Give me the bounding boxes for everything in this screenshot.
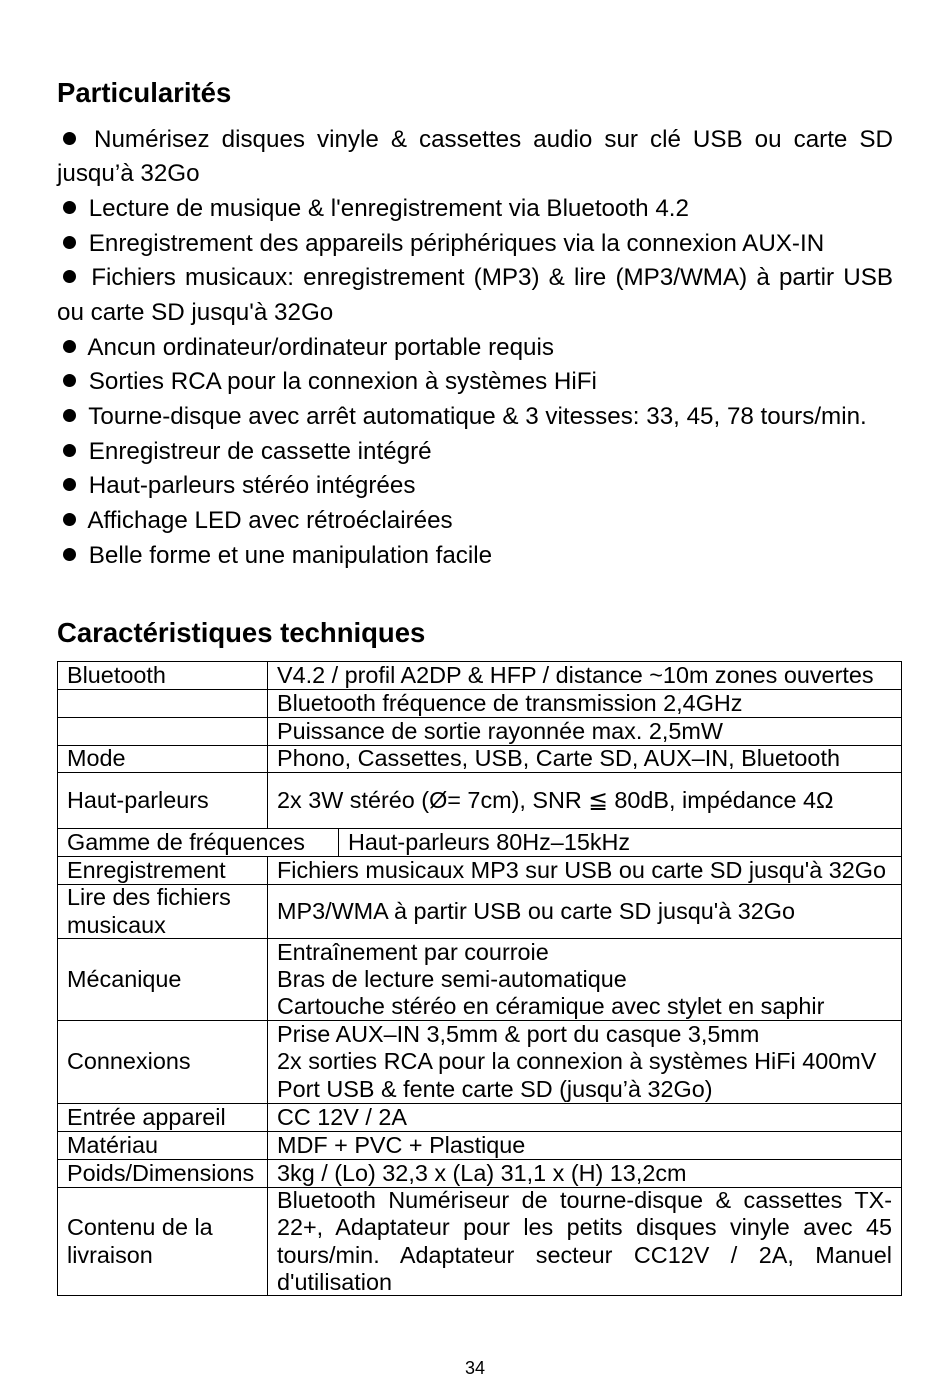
- spec-value-cell: [268, 718, 901, 745]
- spec-row-material: [58, 1132, 901, 1160]
- spec-value: 2x 3W stéréo (Ø= 7cm), SNR ≦ 80dB, impédance 4Ω: [277, 786, 834, 813]
- features-list: [57, 123, 893, 574]
- feature-text: Belle forme et une manipulation facile: [88, 541, 493, 569]
- feature-text: Enregistreur de cassette intégré: [88, 437, 432, 465]
- bullet-dot-icon: [63, 409, 76, 422]
- spec-value-cell: [268, 1188, 901, 1295]
- spec-value-line: Cartouche stéréo en céramique avec stylet en saphir: [277, 993, 825, 1020]
- spec-row-speakers: [58, 773, 901, 829]
- spec-value-cell: [268, 1132, 901, 1159]
- spec-label: Enregistrement: [67, 856, 226, 883]
- spec-label: Connexions: [67, 1048, 191, 1075]
- spec-value: Fichiers musicaux MP3 sur USB ou carte SD jusqu'à 32Go: [277, 856, 886, 883]
- spec-label-cell: [58, 773, 268, 828]
- spec-value-cell: [339, 829, 901, 856]
- spec-value: Bluetooth Numériseur de tourne-disque & cassettes TX-22+, Adaptateur pour les petits disques vinyle avec 45 tours/min. Adaptateur secteur CC12V / 2A, Manuel d'utilisation: [277, 1187, 892, 1295]
- spec-label-cell: [58, 1188, 268, 1295]
- feature-item: [57, 539, 893, 574]
- feature-item: [57, 261, 893, 330]
- feature-item: [57, 469, 893, 504]
- spec-value: 3kg / (Lo) 32,3 x (La) 31,1 x (H) 13,2cm: [277, 1159, 687, 1186]
- spec-label: Bluetooth: [67, 661, 166, 688]
- spec-label: Gamme de fréquences: [67, 828, 305, 855]
- spec-value: MP3/WMA à partir USB ou carte SD jusqu'à 32Go: [277, 897, 795, 924]
- bullet-dot-icon: [63, 132, 76, 145]
- spec-value-cell: [268, 690, 901, 717]
- spec-label: Poids/Dimensions: [67, 1159, 255, 1186]
- bullet-dot-icon: [63, 548, 76, 561]
- spec-row-connections: [58, 1021, 901, 1104]
- feature-item: [57, 504, 893, 539]
- spec-label-cell: [58, 1104, 268, 1131]
- spec-value-line: Port USB & fente carte SD (jusqu’à 32Go): [277, 1075, 713, 1102]
- spec-value-line: 2x sorties RCA pour la connexion à systèmes HiFi 400mV: [277, 1048, 877, 1075]
- features-heading: Particularités: [57, 77, 232, 108]
- spec-row-bluetooth: [58, 662, 901, 690]
- spec-value: Phono, Cassettes, USB, Carte SD, AUX–IN, Bluetooth: [277, 745, 840, 772]
- spec-value-cell: [268, 1104, 901, 1131]
- spec-row-package-contents: [58, 1188, 901, 1296]
- feature-text: Lecture de musique & l'enregistrement via Bluetooth 4.2: [88, 195, 689, 223]
- spec-label-cell: [58, 1021, 268, 1103]
- spec-label-cell: [58, 829, 339, 856]
- spec-label-cell-empty: [58, 690, 268, 717]
- spec-value-line: Entraînement par courroie: [277, 938, 549, 965]
- bullet-dot-icon: [63, 478, 76, 491]
- spec-value-cell: [268, 939, 901, 1020]
- spec-value-line: Prise AUX–IN 3,5mm & port du casque 3,5mm: [277, 1021, 760, 1048]
- feature-text: Ancun ordinateur/ordinateur portable requis: [87, 333, 554, 361]
- feature-text: Enregistrement des appareils périphériques via la connexion AUX-IN: [88, 229, 825, 257]
- spec-label-cell: [58, 1132, 268, 1159]
- feature-text: Affichage LED avec rétroéclairées: [87, 507, 453, 535]
- spec-label: Lire des fichiers musicaux: [67, 884, 231, 938]
- spec-value-cell: [268, 1160, 901, 1187]
- spec-row-recording: [58, 857, 901, 885]
- spec-label-cell-empty: [58, 718, 268, 745]
- specs-heading: Caractéristiques techniques: [57, 617, 426, 648]
- spec-value: Haut-parleurs 80Hz–15kHz: [348, 828, 631, 855]
- spec-value: Puissance de sortie rayonnée max. 2,5mW: [277, 717, 723, 744]
- spec-label-cell: [58, 662, 268, 689]
- bullet-dot-icon: [63, 201, 76, 214]
- spec-value-cell: [268, 662, 901, 689]
- spec-label: Mécanique: [67, 965, 182, 992]
- spec-label-cell: [58, 1160, 268, 1187]
- spec-label-cell: [58, 746, 268, 772]
- spec-row-power-input: [58, 1104, 901, 1132]
- feature-item: [57, 123, 893, 192]
- feature-item: [57, 227, 893, 262]
- feature-text: Sorties RCA pour la connexion à systèmes HiFi: [88, 368, 597, 396]
- spec-value-cell: [268, 773, 901, 828]
- bullet-dot-icon: [63, 270, 76, 283]
- spec-value-line: Bras de lecture semi-automatique: [277, 965, 627, 992]
- spec-row-mechanics: [58, 939, 901, 1021]
- bullet-dot-icon: [63, 236, 76, 249]
- spec-row-playback: [58, 885, 901, 939]
- spec-label: Entrée appareil: [67, 1103, 226, 1130]
- spec-row-frequency-range: [58, 829, 901, 857]
- spec-row-bluetooth-frequency: [58, 690, 901, 718]
- spec-value-cell: [268, 885, 901, 938]
- feature-item: [57, 331, 893, 366]
- spec-value: CC 12V / 2A: [277, 1103, 408, 1130]
- feature-item: [57, 192, 893, 227]
- spec-value: MDF + PVC + Plastique: [277, 1131, 526, 1158]
- feature-text: Numérisez disques vinyle & cassettes audio sur clé USB ou carte SD jusqu’à 32Go: [57, 125, 893, 188]
- spec-label: Contenu de la livraison: [67, 1214, 213, 1268]
- spec-label-cell: [58, 857, 268, 884]
- spec-value: V4.2 / profil A2DP & HFP / distance ~10m zones ouvertes: [277, 661, 874, 688]
- spec-label: Matériau: [67, 1131, 159, 1158]
- spec-value-cell: [268, 857, 901, 884]
- bullet-dot-icon: [63, 444, 76, 457]
- feature-item: [57, 400, 893, 435]
- spec-label: Haut-parleurs: [67, 786, 209, 813]
- spec-label-cell: [58, 885, 268, 938]
- spec-label-cell: [58, 939, 268, 1020]
- bullet-dot-icon: [63, 513, 76, 526]
- bullet-dot-icon: [63, 374, 76, 387]
- spec-row-bluetooth-power: [58, 718, 901, 746]
- spec-value: Bluetooth fréquence de transmission 2,4GHz: [277, 689, 743, 716]
- feature-item: [57, 365, 893, 400]
- spec-row-weight-dimensions: [58, 1160, 901, 1188]
- feature-text: Fichiers musicaux: enregistrement (MP3) & lire (MP3/WMA) à partir USB ou carte SD jusqu'à 32Go: [57, 264, 893, 327]
- spec-row-mode: [58, 746, 901, 773]
- feature-text: Tourne-disque avec arrêt automatique & 3 vitesses: 33, 45, 78 tours/min.: [88, 403, 867, 431]
- spec-label: Mode: [67, 745, 126, 772]
- spec-table: [57, 661, 902, 1296]
- bullet-dot-icon: [63, 340, 76, 353]
- feature-item: [57, 435, 893, 470]
- spec-value-cell: [268, 746, 901, 772]
- page-number: 34: [464, 1358, 486, 1378]
- spec-value-cell: [268, 1021, 901, 1103]
- feature-text: Haut-parleurs stéréo intégrées: [88, 472, 416, 500]
